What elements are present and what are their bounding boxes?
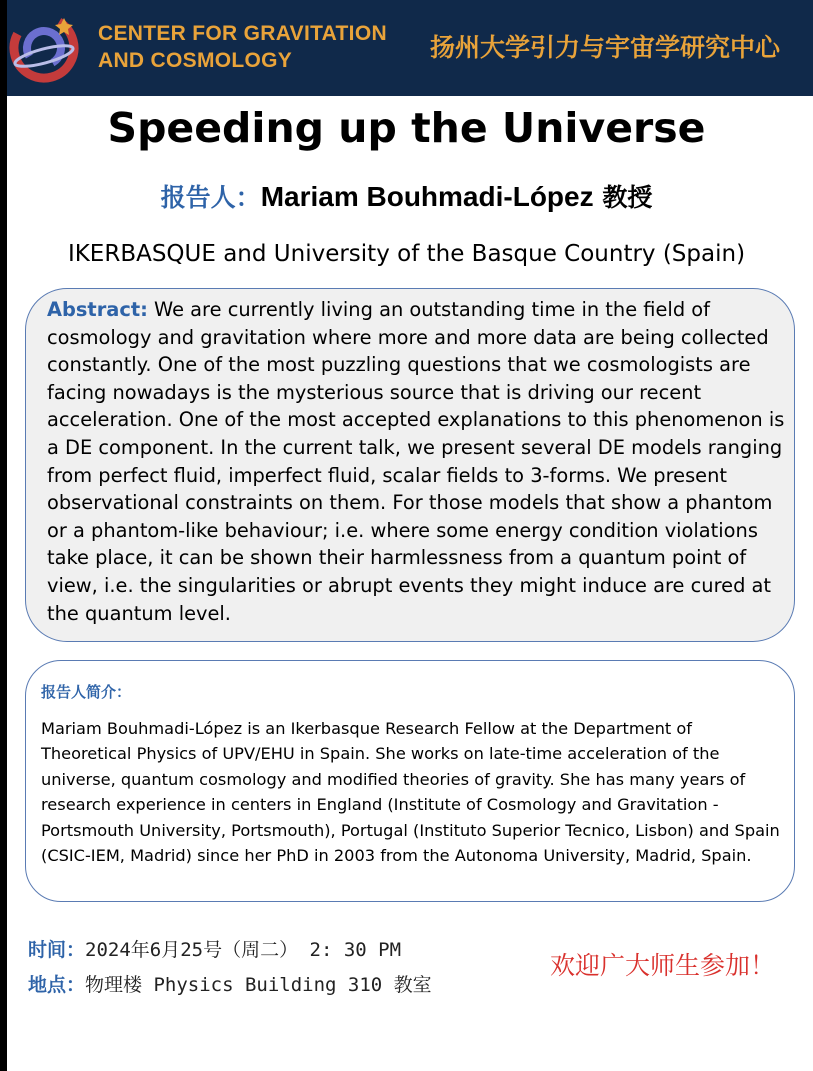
org-name-en-line1: CENTER FOR GRAVITATION — [98, 22, 387, 45]
place-line — [28, 970, 432, 997]
place-value: 物理楼 Physics Building 310 教室 — [85, 974, 432, 996]
speaker-name: Mariam Bouhmadi-López — [260, 181, 594, 212]
talk-title: Speeding up the Universe — [107, 104, 706, 152]
header-banner — [0, 0, 813, 96]
org-name-cn: 扬州大学引力与宇宙学研究中心 — [430, 33, 781, 62]
place-label: 地点： — [28, 974, 86, 996]
abstract-body: We are currently living an outstanding time in the field of cosmology and gravitation where more and more data are being collected constantly. One of the most puzzling questions that we cosmologists are facing nowadays is the mysterious source that is driving our recent acceleration. One of the most accepted explanations to this phenomenon is a DE component. In the current talk, we present several DE models ranging from perfect fluid, imperfect fluid, scalar fields to 3-forms. We present observational constraints on them. For those models that show a phantom or a phantom-like behaviour; i.e. where some energy condition violations take place, it can be shown their harmlessness from a quantum point of view, i.e. the singularities or abrupt events they might induce are cured at the quantum level. — [47, 298, 785, 625]
bio-body: Mariam Bouhmadi-López is an Ikerbasque Research Fellow at the Department of Theoretical Physics of UPV/EHU in Spain. She works on late-time acceleration of the universe, quantum cosmology and modified theories of gravity. She has many years of research experience in centers in England (Institute of Cosmology and Gravitation - Portsmouth University, Portsmouth), Portugal (Instituto Superior Tecnico, Lisbon) and Spain (CSIC-IEM, Madrid) since her PhD in 2003 from the Autonoma University, Madrid, Spain. — [41, 719, 780, 866]
speaker-line — [0, 178, 813, 214]
abstract — [47, 296, 797, 627]
speaker-label: 报告人： — [160, 183, 261, 212]
abstract-label: Abstract: — [47, 298, 148, 321]
speaker-title: 教授 — [593, 183, 653, 212]
center-logo — [8, 8, 80, 88]
time-value: 2024年6月25号（周二） 2: 30 PM — [85, 939, 402, 961]
bio-label: 报告人简介： — [41, 683, 132, 701]
org-name-en — [98, 20, 387, 74]
welcome-message: 欢迎广大师生参加！ — [550, 951, 776, 980]
org-name-en-line2: AND COSMOLOGY — [98, 49, 293, 72]
left-border — [0, 0, 7, 1071]
time-label: 时间： — [28, 939, 86, 961]
speaker-affiliation: IKERBASQUE and University of the Basque Country (Spain) — [67, 241, 746, 267]
time-line — [28, 935, 401, 962]
